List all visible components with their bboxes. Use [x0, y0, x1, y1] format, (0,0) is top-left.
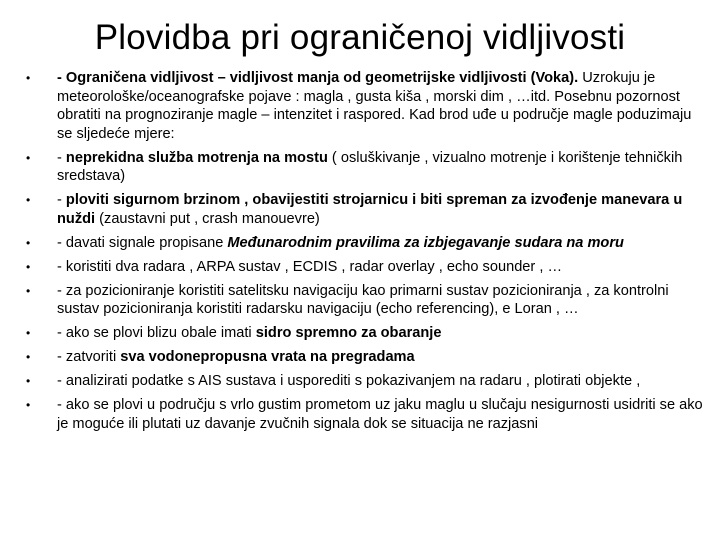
bullet-dot: •: [26, 150, 31, 165]
bullet-dot: •: [26, 350, 31, 365]
bullet-dot: •: [26, 398, 31, 413]
slide-title: Plovidba pri ograničenoj vidljivosti: [94, 18, 626, 57]
bullet-item: [26, 69, 706, 143]
bullet-dot: •: [26, 283, 31, 298]
bullet-item: [26, 191, 706, 228]
bullet-text: -: [57, 192, 66, 209]
bullet-item: [26, 348, 706, 367]
bullet-bold-text: ploviti sigurnom brzinom , obavijestiti strojarnicu i biti spreman za izvođenje manevara u nuždi: [57, 192, 683, 227]
bullet-bold-italic-text: Međunarodnim pravilima za izbjegavanje sudara na moru: [227, 234, 624, 251]
bullet-list: [26, 69, 706, 439]
bullet-dot: •: [26, 374, 31, 389]
bullet-bold-text: sidro spremno za obaranje: [255, 325, 442, 342]
bullet-text: (zaustavni put , crash manouevre): [95, 210, 320, 227]
bullet-item: [26, 258, 706, 277]
bullet-text: - zatvoriti: [57, 349, 121, 366]
bullet-item: [26, 234, 706, 253]
bullet-dot: •: [26, 326, 31, 341]
bullet-item: [26, 324, 706, 343]
bullet-text: - ako se plovi blizu obale imati: [57, 325, 256, 342]
bullet-text: - koristiti dva radara , ARPA sustav , ECDIS , radar overlay , echo sounder , …: [57, 258, 563, 275]
bullet-item: [26, 149, 706, 186]
bullet-text: - ako se plovi u području s vrlo gustim prometom uz jaku maglu u slučaju nesigurnosti usidriti se ako je moguće ili plutati uz davanje zvučnih signala dok se situacija ne razjasni: [57, 397, 703, 433]
bullet-bold-text: neprekidna služba motrenja na mostu: [65, 149, 328, 166]
bullet-text: - za pozicioniranje koristiti satelitsku navigaciju kao primarni sustav pozicioniranja , za kontrolni sustav pozicioniranja koristiti radarsku navigaciju (echo referencing), e Loran , …: [57, 282, 669, 318]
bullet-text: Uzrokuju je meteorološke/oceanografske pojave : magla , gusta kiša , morski dim , …itd. Posebnu pozornost obratiti na prognoziranje magle – intenzitet i raspored. Kad brod uđe u područje magle poduzimaju se sljedeće mjere:: [57, 70, 692, 142]
bullet-item: [26, 396, 706, 433]
bullet-text: ( osluškivanje , vizualno motrenje i korištenje tehničkih sredstava): [57, 149, 683, 185]
bullet-dot: •: [26, 235, 31, 250]
bullet-item: [26, 372, 706, 391]
bullet-dot: •: [26, 193, 31, 208]
bullet-text: -: [57, 149, 66, 166]
bullet-text: - davati signale propisane: [57, 234, 228, 251]
bullet-bold-text: sva vodonepropusna vrata na pregradama: [120, 349, 415, 366]
bullet-bold-text: - Ograničena vidljivost – vidljivost manja od geometrijske vidljivosti (Voka).: [57, 70, 579, 86]
bullet-item: [26, 282, 706, 319]
bullet-text: - analizirati podatke s AIS sustava i usporediti s pokazivanjem na radaru , plotirati objekte ,: [57, 373, 641, 390]
bullet-dot: •: [26, 71, 31, 85]
bullet-dot: •: [26, 259, 31, 274]
